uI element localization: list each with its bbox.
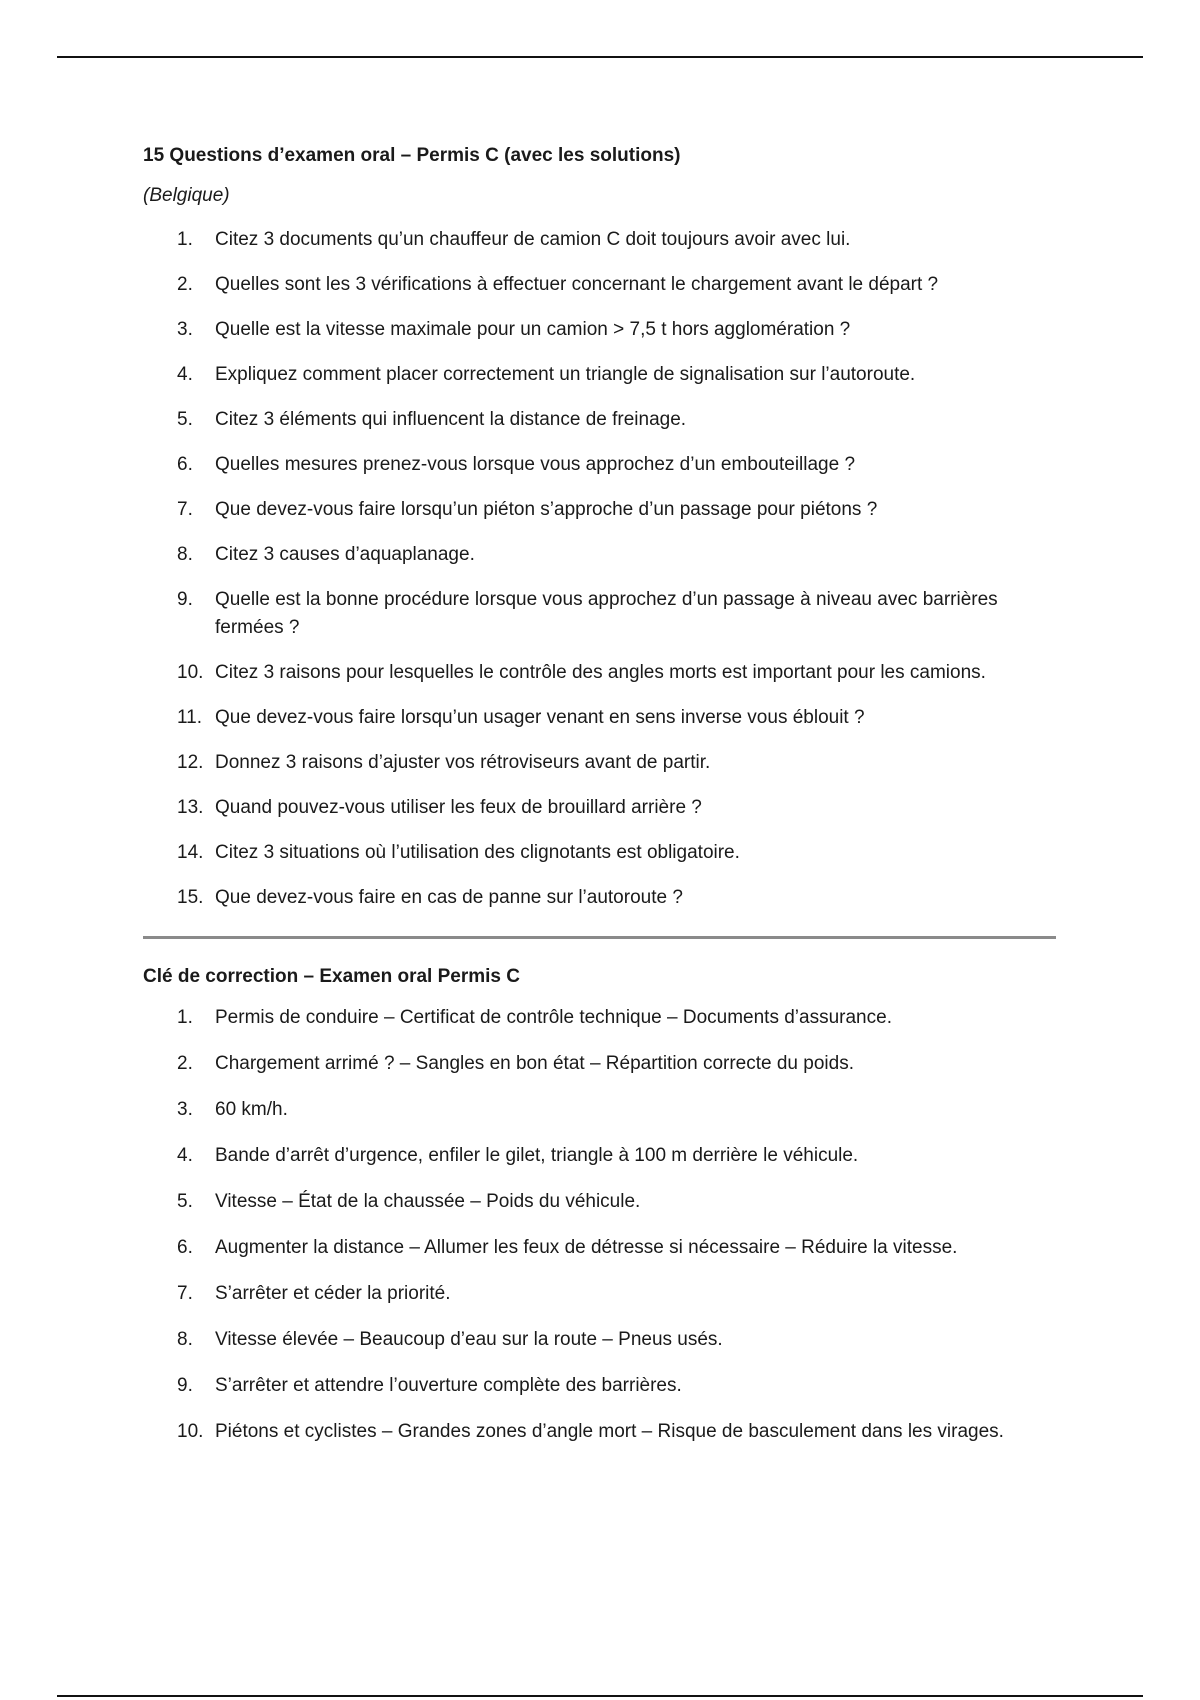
top-rule — [57, 56, 1143, 58]
question-text: Citez 3 situations où l’utilisation des clignotants est obligatoire. — [215, 842, 740, 863]
answer-item — [143, 1004, 1063, 1032]
question-number: 6. — [177, 454, 193, 475]
answer-item — [143, 1096, 1063, 1124]
answer-number: 1. — [177, 1007, 193, 1028]
answer-item — [143, 1188, 1063, 1216]
question-text: Quelles sont les 3 vérifications à effectuer concernant le chargement avant le départ ? — [215, 274, 939, 295]
answers-list — [143, 1004, 1063, 1446]
question-number: 9. — [177, 589, 193, 610]
answer-text: S’arrêter et attendre l’ouverture complète des barrières. — [215, 1375, 682, 1396]
question-number: 1. — [177, 229, 193, 250]
question-text: Quelle est la vitesse maximale pour un camion > 7,5 t hors agglomération ? — [215, 319, 851, 340]
question-item — [143, 226, 1063, 254]
answer-number: 7. — [177, 1283, 193, 1304]
question-item — [143, 451, 1063, 479]
answer-text: S’arrêter et céder la priorité. — [215, 1283, 451, 1304]
question-text: Citez 3 éléments qui influencent la distance de freinage. — [215, 409, 687, 430]
answer-text: Permis de conduire – Certificat de contrôle technique – Documents d’assurance. — [215, 1007, 892, 1028]
answer-text: Augmenter la distance – Allumer les feux de détresse si nécessaire – Réduire la vitesse. — [215, 1237, 958, 1258]
document-body — [143, 144, 1063, 1464]
question-item — [143, 659, 1063, 687]
document-subtitle: (Belgique) — [143, 185, 230, 206]
question-item — [143, 316, 1063, 344]
question-text: Que devez-vous faire en cas de panne sur l’autoroute ? — [215, 887, 683, 908]
answer-item — [143, 1234, 1063, 1262]
answer-number: 8. — [177, 1329, 193, 1350]
answer-item — [143, 1326, 1063, 1354]
answer-item — [143, 1050, 1063, 1078]
question-item — [143, 496, 1063, 524]
answer-number: 5. — [177, 1191, 193, 1212]
question-text: Citez 3 raisons pour lesquelles le contrôle des angles morts est important pour les camions. — [215, 662, 986, 683]
bottom-rule — [57, 1695, 1143, 1697]
question-item — [143, 884, 1063, 912]
question-text: Citez 3 causes d’aquaplanage. — [215, 544, 475, 565]
question-text: Citez 3 documents qu’un chauffeur de camion C doit toujours avoir avec lui. — [215, 229, 851, 250]
answer-text: Chargement arrimé ? – Sangles en bon état – Répartition correcte du poids. — [215, 1053, 854, 1074]
document-title: 15 Questions d’examen oral – Permis C (avec les solutions) — [143, 145, 681, 166]
answer-number: 9. — [177, 1375, 193, 1396]
question-number: 5. — [177, 409, 193, 430]
question-number: 3. — [177, 319, 193, 340]
question-item — [143, 541, 1063, 569]
question-text: Que devez-vous faire lorsqu’un usager venant en sens inverse vous éblouit ? — [215, 707, 865, 728]
question-item — [143, 704, 1063, 732]
questions-list — [143, 226, 1063, 912]
question-item — [143, 749, 1063, 777]
question-number: 8. — [177, 544, 193, 565]
question-item — [143, 586, 1063, 642]
answer-item — [143, 1280, 1063, 1308]
question-item — [143, 406, 1063, 434]
question-number: 10. — [177, 662, 204, 683]
answer-item — [143, 1418, 1063, 1446]
answer-text: Piétons et cyclistes – Grandes zones d’angle mort – Risque de basculement dans les virages. — [215, 1421, 1004, 1442]
question-item — [143, 271, 1063, 299]
answer-item — [143, 1372, 1063, 1400]
answer-number: 6. — [177, 1237, 193, 1258]
question-number: 11. — [177, 707, 203, 728]
answer-text: Vitesse élevée – Beaucoup d’eau sur la route – Pneus usés. — [215, 1329, 723, 1350]
question-number: 14. — [177, 842, 204, 863]
question-number: 12. — [177, 752, 204, 773]
answer-text: Vitesse – État de la chaussée – Poids du véhicule. — [215, 1191, 641, 1212]
question-text: Expliquez comment placer correctement un triangle de signalisation sur l’autoroute. — [215, 364, 916, 385]
answer-text: Bande d’arrêt d’urgence, enfiler le gilet, triangle à 100 m derrière le véhicule. — [215, 1145, 859, 1166]
section-divider — [143, 936, 1056, 939]
answer-number: 4. — [177, 1145, 193, 1166]
question-text: Quelles mesures prenez-vous lorsque vous approchez d’un embouteillage ? — [215, 454, 856, 475]
question-number: 13. — [177, 797, 204, 818]
question-item — [143, 361, 1063, 389]
question-text: Que devez-vous faire lorsqu’un piéton s’approche d’un passage pour piétons ? — [215, 499, 878, 520]
question-number: 4. — [177, 364, 193, 385]
answer-number: 10. — [177, 1421, 204, 1442]
question-text: Quand pouvez-vous utiliser les feux de brouillard arrière ? — [215, 797, 702, 818]
question-text: Quelle est la bonne procédure lorsque vous approchez d’un passage à niveau avec barrières fermées ? — [215, 589, 998, 638]
answers-title: Clé de correction – Examen oral Permis C — [143, 966, 520, 987]
answer-item — [143, 1142, 1063, 1170]
question-number: 7. — [177, 499, 193, 520]
question-number: 15. — [177, 887, 204, 908]
answer-number: 2. — [177, 1053, 193, 1074]
question-number: 2. — [177, 274, 193, 295]
question-text: Donnez 3 raisons d’ajuster vos rétroviseurs avant de partir. — [215, 752, 711, 773]
answer-number: 3. — [177, 1099, 193, 1120]
question-item — [143, 794, 1063, 822]
question-item — [143, 839, 1063, 867]
answer-text: 60 km/h. — [215, 1099, 288, 1120]
